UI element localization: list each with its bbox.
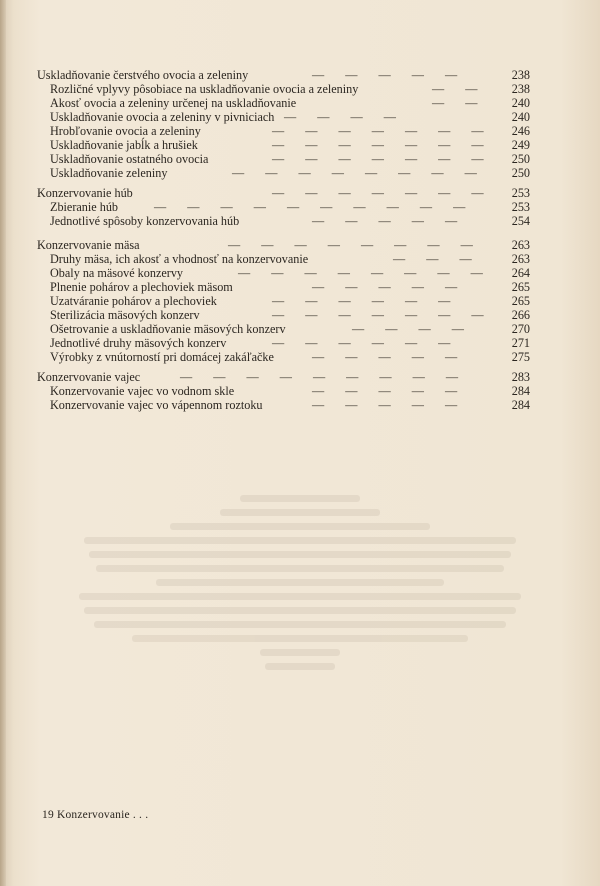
toc-entry-title: Jednotlivé spôsoby konzervovania húb (50, 214, 240, 228)
toc-leader-dashes: — — — — (284, 110, 396, 124)
footer-signature: 19 Konzervovanie . . . (42, 809, 149, 821)
toc-entry-title: Konzervovanie húb (37, 186, 133, 200)
toc-entry-title: Sterilizácia mäsových konzerv (50, 308, 200, 322)
toc-page-number: 284 (511, 384, 530, 398)
toc-page-number: 263 (511, 252, 530, 266)
toc-leader-dashes: — — — — — — — — (228, 238, 473, 252)
toc-page-number: 270 (511, 322, 530, 336)
toc-entry-title: Uskladňovanie jabĺk a hrušiek (50, 138, 198, 152)
toc-page-number: 264 (511, 266, 530, 280)
toc-subentry (0, 384, 600, 398)
toc-entry-title: Uskladňovanie ostatného ovocia (50, 152, 209, 166)
toc-leader-dashes: — — (432, 82, 478, 96)
toc-chapter-entry (0, 186, 600, 200)
toc-entry-title: Druhy mäsa, ich akosť a vhodnosť na konzervovanie (50, 252, 309, 266)
toc-page-number: 249 (511, 138, 530, 152)
toc-page-number: 265 (511, 280, 530, 294)
toc-subentry (0, 294, 600, 308)
toc-leader-dashes: — — — — — — — (272, 308, 484, 322)
toc-page-number: 250 (511, 166, 530, 180)
toc-leader-dashes: — — — — — (312, 280, 458, 294)
toc-entry-title: Uskladňovanie ovocia a zeleniny v pivniciach (50, 110, 275, 124)
toc-entry-title: Konzervovanie vajec vo vodnom skle (50, 384, 235, 398)
toc-leader-dashes: — — — — — (312, 214, 458, 228)
bleed-through-colophon (60, 488, 540, 778)
toc-entry-title: Ošetrovanie a uskladňovanie mäsových konzerv (50, 322, 286, 336)
toc-leader-dashes: — — — — — (312, 398, 458, 412)
toc-section (0, 238, 600, 364)
toc-page-number: 263 (511, 238, 530, 252)
toc-page-number: 283 (511, 370, 530, 384)
toc-chapter-entry (0, 238, 600, 252)
toc-subentry (0, 214, 600, 228)
toc-subentry (0, 350, 600, 364)
toc-page-number: 284 (511, 398, 530, 412)
toc-leader-dashes: — — — — — — — (272, 138, 484, 152)
toc-leader-dashes: — — — — (352, 322, 464, 336)
toc-page-number: 246 (511, 124, 530, 138)
toc-leader-dashes: — — — — — (312, 384, 458, 398)
toc-page-number: 240 (511, 110, 530, 124)
toc-section (0, 186, 600, 228)
toc-subentry (0, 398, 600, 412)
toc-page-number: 271 (511, 336, 530, 350)
toc-leader-dashes: — — — — — — — — — — (154, 200, 466, 214)
toc-subentry (0, 280, 600, 294)
toc-entry-title: Zbieranie húb (50, 200, 119, 214)
toc-subentry (0, 138, 600, 152)
toc-leader-dashes: — — — — — — — (272, 186, 484, 200)
toc-entry-title: Uskladňovanie čerstvého ovocia a zeleniny (37, 68, 249, 82)
toc-subentry (0, 96, 600, 110)
toc-page-number: 253 (511, 186, 530, 200)
toc-subentry (0, 266, 600, 280)
toc-subentry (0, 322, 600, 336)
toc-subentry (0, 124, 600, 138)
toc-leader-dashes: — — — — — — — — (232, 166, 477, 180)
toc-leader-dashes: — — — — — — (272, 336, 451, 350)
toc-entry-title: Konzervovanie mäsa (37, 238, 140, 252)
toc-leader-dashes: — — — — — — — (272, 124, 484, 138)
toc-page-number: 238 (511, 82, 530, 96)
toc-entry-title: Konzervovanie vajec vo vápennom roztoku (50, 398, 263, 412)
toc-entry-title: Uskladňovanie zeleniny (50, 166, 168, 180)
toc-entry-title: Obaly na mäsové konzervy (50, 266, 184, 280)
toc-subentry (0, 308, 600, 322)
toc-leader-dashes: — — — — — — — — — (180, 370, 459, 384)
toc-entry-title: Hrobľovanie ovocia a zeleniny (50, 124, 201, 138)
toc-page-number: 254 (511, 214, 530, 228)
toc-subentry (0, 82, 600, 96)
toc-chapter-entry (0, 68, 600, 82)
toc-entry-title: Plnenie pohárov a plechoviek mäsom (50, 280, 233, 294)
toc-leader-dashes: — — — — — — (272, 294, 451, 308)
toc-leader-dashes: — — — — — — — — (238, 266, 483, 280)
toc-subentry (0, 152, 600, 166)
toc-subentry (0, 166, 600, 180)
toc-page-number: 250 (511, 152, 530, 166)
toc-subentry (0, 110, 600, 124)
toc-entry-title: Akosť ovocia a zeleniny určenej na uskladňovanie (50, 96, 297, 110)
toc-page-number: 253 (511, 200, 530, 214)
toc-section (0, 370, 600, 412)
toc-subentry (0, 200, 600, 214)
toc-entry-title: Konzervovanie vajec (37, 370, 141, 384)
toc-page-number: 238 (511, 68, 530, 82)
toc-entry-title: Výrobky z vnútorností pri domácej zakáľačke (50, 350, 274, 364)
toc-page-number: 266 (511, 308, 530, 322)
toc-leader-dashes: — — — — — — — (272, 152, 484, 166)
toc-subentry (0, 252, 600, 266)
toc-entry-title: Rozličné vplyvy pôsobiace na uskladňovanie ovocia a zeleniny (50, 82, 359, 96)
toc-section (0, 68, 600, 180)
toc-leader-dashes: — — — — — (312, 68, 458, 82)
toc-page-number: 265 (511, 294, 530, 308)
toc-leader-dashes: — — — (393, 252, 472, 266)
toc-subentry (0, 336, 600, 350)
toc-entry-title: Uzatváranie pohárov a plechoviek (50, 294, 217, 308)
toc-leader-dashes: — — (432, 96, 478, 110)
toc-page-number: 240 (511, 96, 530, 110)
toc-chapter-entry (0, 370, 600, 384)
toc-leader-dashes: — — — — — (312, 350, 458, 364)
toc-entry-title: Jednotlivé druhy mäsových konzerv (50, 336, 227, 350)
toc-page-number: 275 (511, 350, 530, 364)
